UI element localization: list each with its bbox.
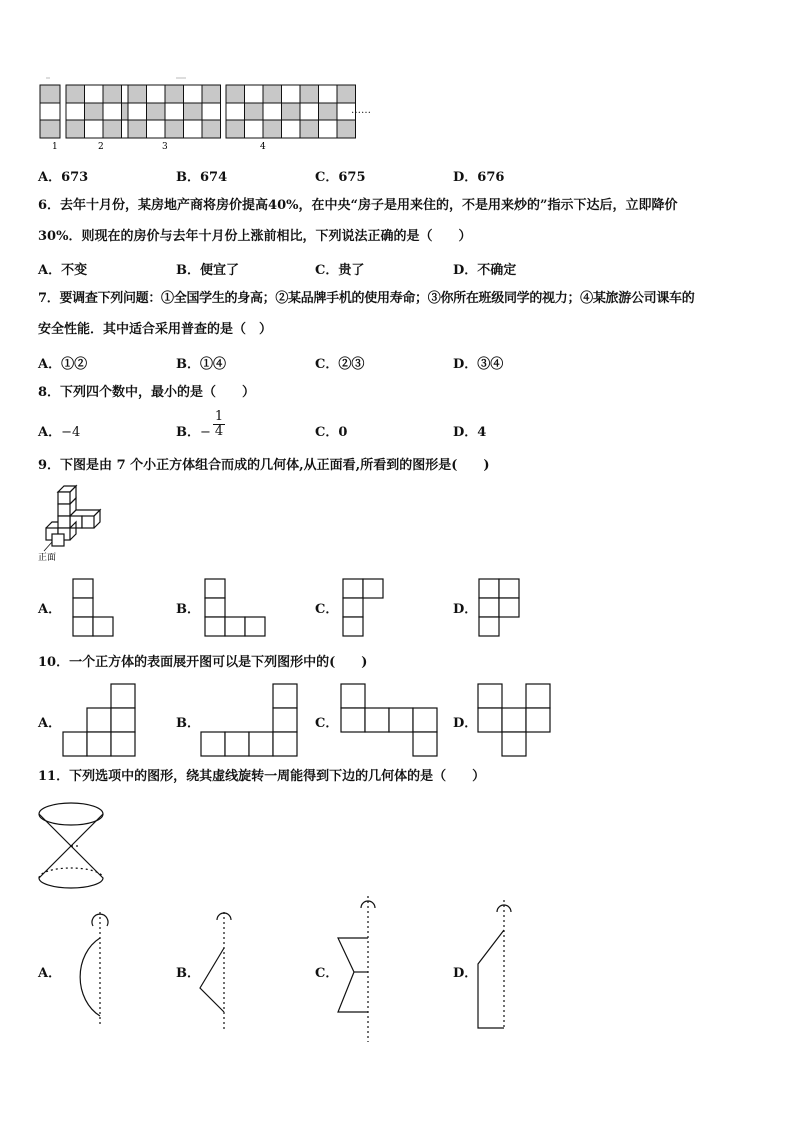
q10-net-a <box>62 683 138 759</box>
q6-stem-line1: 6．去年十月份，某房地产商将房价提高40%，在中央“房子是用来住的，不是用来炒的”指示下达后，立即降价 <box>38 198 678 213</box>
pattern-cell <box>103 103 122 120</box>
q11-stem: 11．下列选项中的图形，绕其虚线旋转一周能得到下边的几何体的是（ ） <box>38 769 486 784</box>
pattern-cell <box>282 103 301 120</box>
pattern-cell <box>85 120 104 138</box>
q8-option-b[interactable]: B．− <box>176 425 211 440</box>
pattern-label-4: 4 <box>260 142 266 152</box>
q11-option-c[interactable]: C． <box>315 966 339 981</box>
q11-option-d[interactable]: D． <box>453 966 478 981</box>
fraction-denominator: 4 <box>214 424 224 439</box>
pattern-cell <box>147 120 166 138</box>
q8-fraction <box>213 410 225 439</box>
q5-option-d[interactable]: D．676 <box>453 170 505 185</box>
q9-stem: 9．下图是由 7 个小正方体组合而成的几何体,从正面看,所看到的图形是( ) <box>38 458 490 473</box>
q5-option-c[interactable]: C．675 <box>315 170 366 185</box>
q11-option-b[interactable]: B． <box>176 966 200 981</box>
q5-option-b[interactable]: B．674 <box>176 170 228 185</box>
q8-option-a[interactable]: A．−4 <box>38 425 81 440</box>
q10-option-d[interactable]: D． <box>453 716 478 731</box>
pattern-cell <box>103 120 122 138</box>
pattern-cell <box>128 103 147 120</box>
pattern-3 <box>128 85 221 138</box>
pattern-cell <box>202 103 221 120</box>
q9-option-c[interactable]: C． <box>315 602 339 617</box>
pattern-label-3: 3 <box>162 142 168 152</box>
pattern-cell <box>282 85 301 103</box>
q8-stem: 8．下列四个数中，最小的是（ ） <box>38 385 256 400</box>
pattern-cell <box>263 120 282 138</box>
q7-option-c[interactable]: C．②③ <box>315 357 365 372</box>
pattern-cell <box>85 103 104 120</box>
pattern-cell <box>128 85 147 103</box>
q6-option-d[interactable]: D．不确定 <box>453 263 517 278</box>
q10-net-d <box>477 683 553 759</box>
pattern-cell <box>184 120 203 138</box>
q7-option-b[interactable]: B．①④ <box>176 357 227 372</box>
pattern-ellipsis: …… <box>351 105 371 116</box>
pattern-cell <box>226 103 245 120</box>
pattern-cell <box>319 103 338 120</box>
pattern-cell <box>245 120 264 138</box>
q10-option-b[interactable]: B． <box>176 716 200 731</box>
pattern-cell <box>245 85 264 103</box>
q10-stem: 10．一个正方体的表面展开图可以是下列图形中的( ) <box>38 655 368 670</box>
q7-stem-line1: 7．要调查下列问题：①全国学生的身高；②某品牌手机的使用寿命；③你所在班级同学的视力；④某旅游公司课车的 <box>38 291 695 306</box>
q11-figure-d <box>470 900 514 1034</box>
pattern-cell <box>184 85 203 103</box>
q9-figure-c <box>342 578 386 638</box>
pattern-cell <box>226 120 245 138</box>
q11-double-cone-figure <box>36 800 110 892</box>
pattern-label-2: 2 <box>98 142 104 152</box>
q6-option-b[interactable]: B．便宜了 <box>176 263 240 278</box>
q7-option-a[interactable]: A．①② <box>38 357 88 372</box>
q9-option-b[interactable]: B． <box>176 602 200 617</box>
pattern-cell <box>184 103 203 120</box>
pattern-cell <box>66 120 85 138</box>
pattern-cell <box>319 120 338 138</box>
q9-figure-a <box>72 578 116 638</box>
q9-figure-b <box>204 578 268 638</box>
q11-figure-c <box>330 896 380 1046</box>
pattern-4 <box>226 85 356 138</box>
pattern-cell <box>165 85 184 103</box>
q11-figure-a <box>60 912 112 1030</box>
fraction-numerator: 1 <box>214 409 224 424</box>
pattern-cell <box>85 85 104 103</box>
pattern-cell <box>300 103 319 120</box>
pattern-cell <box>300 85 319 103</box>
pattern-cell <box>226 85 245 103</box>
q11-option-a[interactable]: A． <box>38 966 62 981</box>
q6-stem-line2: 30%．则现在的房价与去年十月份上涨前相比，下列说法正确的是（ ） <box>38 229 472 244</box>
pattern-cell <box>282 120 301 138</box>
pattern-1 <box>40 85 60 138</box>
q9-option-a[interactable]: A． <box>38 602 62 617</box>
q8-option-c[interactable]: C．0 <box>315 425 348 440</box>
pattern-cell <box>263 85 282 103</box>
q9-option-d[interactable]: D． <box>453 602 478 617</box>
q5-pattern-figure <box>36 76 376 156</box>
pattern-cell <box>165 103 184 120</box>
pattern-cell <box>245 103 264 120</box>
q9-figure-d <box>478 578 522 638</box>
q8-option-d[interactable]: D．4 <box>453 425 487 440</box>
pattern-cell <box>66 85 85 103</box>
pattern-cell <box>300 120 319 138</box>
q5-option-a[interactable]: A．673 <box>38 170 89 185</box>
pattern-cell <box>147 85 166 103</box>
pattern-cell <box>165 120 184 138</box>
q7-stem-line2: 安全性能．其中适合采用普查的是（ ） <box>38 322 273 337</box>
q10-net-b <box>200 683 300 759</box>
q6-option-c[interactable]: C．贵了 <box>315 263 365 278</box>
pattern-cell <box>202 85 221 103</box>
pattern-cell <box>319 85 338 103</box>
pattern-label-1: 1 <box>52 142 58 152</box>
pattern-cell <box>202 120 221 138</box>
front-view-label: 正面 <box>38 553 57 563</box>
q10-net-c <box>340 683 440 759</box>
pattern-cell <box>263 103 282 120</box>
q10-option-a[interactable]: A． <box>38 716 62 731</box>
q11-figure-b <box>196 908 240 1034</box>
pattern-cell <box>147 103 166 120</box>
q9-cube-stack-figure <box>36 484 106 564</box>
q10-option-c[interactable]: C． <box>315 716 339 731</box>
pattern-cell <box>337 120 356 138</box>
pattern-cell <box>128 120 147 138</box>
pattern-cell <box>103 85 122 103</box>
q7-option-d[interactable]: D．③④ <box>453 357 504 372</box>
pattern-cell <box>337 85 356 103</box>
q6-option-a[interactable]: A．不变 <box>38 263 88 278</box>
pattern-cell <box>66 103 85 120</box>
